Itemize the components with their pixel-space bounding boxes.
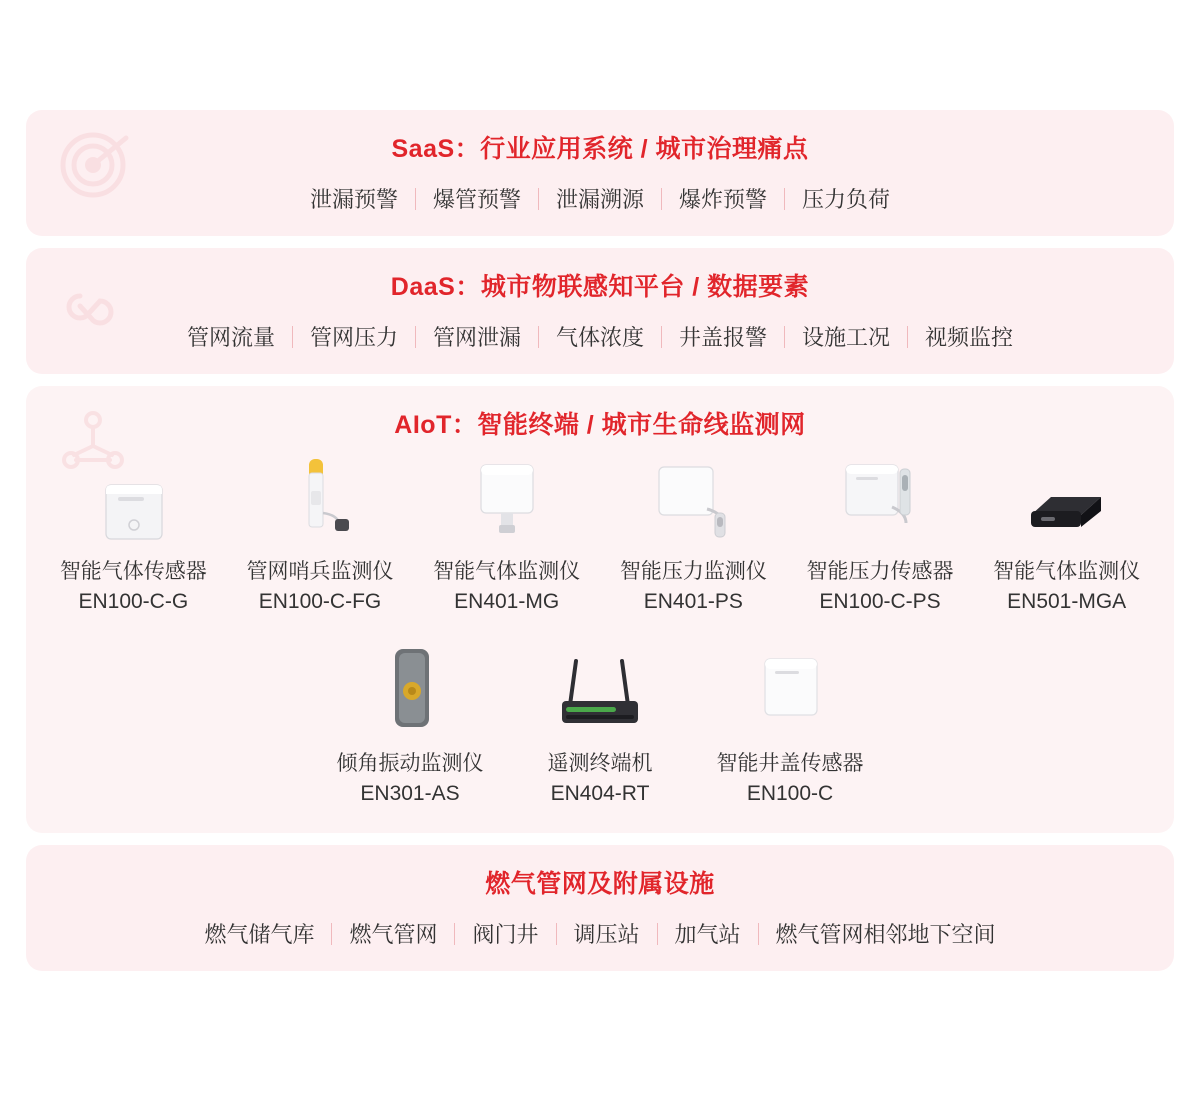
chip: 阀门井 bbox=[472, 922, 539, 947]
device-card[interactable] bbox=[315, 643, 505, 809]
layer-infrastructure-chips bbox=[26, 904, 1174, 971]
device-name: 智能气体监测仪 bbox=[433, 560, 581, 583]
tilt-vibration-icon bbox=[315, 643, 505, 739]
device-model: EN100-C-G bbox=[78, 590, 189, 613]
chip: 视频监控 bbox=[925, 325, 1014, 350]
manhole-sensor-icon bbox=[695, 643, 885, 739]
chip: 泄漏溯源 bbox=[555, 187, 644, 212]
device-card[interactable] bbox=[227, 451, 414, 617]
device-card[interactable] bbox=[695, 643, 885, 809]
chip: 设施工况 bbox=[802, 325, 891, 350]
sentinel-probe-icon bbox=[227, 451, 414, 547]
device-model: EN404-RT bbox=[550, 782, 650, 805]
device-model: EN501-MGA bbox=[1007, 590, 1127, 613]
device-name: 智能压力监测仪 bbox=[619, 560, 767, 583]
pressure-monitor-icon bbox=[600, 451, 787, 547]
layer-aiot-title-main: 智能终端 / 城市生命线监测网 bbox=[477, 411, 806, 439]
chip: 井盖报警 bbox=[679, 325, 768, 350]
aiot-device-area bbox=[26, 445, 1174, 833]
device-name: 管网哨兵监测仪 bbox=[246, 560, 394, 583]
layer-daas-chips bbox=[26, 307, 1174, 374]
chip: 气体浓度 bbox=[555, 325, 644, 350]
layer-aiot-title-prefix: AIoT： bbox=[394, 411, 478, 439]
device-name: 智能气体传感器 bbox=[59, 560, 207, 583]
device-name: 倾角振动监测仪 bbox=[336, 752, 484, 775]
layer-infrastructure bbox=[26, 845, 1174, 971]
device-name: 智能井盖传感器 bbox=[716, 752, 864, 775]
chip: 管网流量 bbox=[186, 325, 275, 350]
device-model: EN100-C-FG bbox=[258, 590, 382, 613]
layer-infrastructure-title bbox=[26, 845, 1174, 904]
layer-daas-title-prefix: DaaS： bbox=[390, 273, 481, 301]
device-model: EN401-PS bbox=[643, 590, 743, 613]
gas-monitor-icon bbox=[413, 451, 600, 547]
device-card[interactable] bbox=[973, 451, 1160, 617]
device-model: EN100-C bbox=[746, 782, 834, 805]
device-name: 智能气体监测仪 bbox=[993, 560, 1141, 583]
device-card[interactable] bbox=[413, 451, 600, 617]
device-row bbox=[40, 643, 1160, 809]
chip: 燃气储气库 bbox=[204, 922, 315, 947]
chip: 爆炸预警 bbox=[679, 187, 768, 212]
chip: 调压站 bbox=[573, 922, 640, 947]
chip: 燃气管网相邻地下空间 bbox=[775, 922, 996, 947]
device-card[interactable] bbox=[40, 451, 227, 617]
layer-saas-chips bbox=[26, 169, 1174, 236]
chip: 加气站 bbox=[674, 922, 741, 947]
device-model: EN301-AS bbox=[360, 782, 460, 805]
chip: 爆管预警 bbox=[432, 187, 521, 212]
black-gas-monitor-icon bbox=[973, 451, 1160, 547]
device-card[interactable] bbox=[505, 643, 695, 809]
layer-daas bbox=[26, 248, 1174, 374]
device-name: 智能压力传感器 bbox=[806, 560, 954, 583]
chip: 管网泄漏 bbox=[432, 325, 521, 350]
device-name: 遥测终端机 bbox=[547, 752, 653, 775]
layer-daas-title bbox=[26, 248, 1174, 307]
device-model: EN100-C-PS bbox=[819, 590, 941, 613]
layer-saas-title-main: 行业应用系统 / 城市治理痛点 bbox=[480, 135, 809, 163]
chip: 管网压力 bbox=[309, 325, 398, 350]
layer-saas-title bbox=[26, 110, 1174, 169]
white-box-sensor-icon bbox=[40, 451, 227, 547]
layer-infrastructure-title-main: 燃气管网及附属设施 bbox=[485, 870, 715, 898]
chip: 燃气管网 bbox=[349, 922, 438, 947]
device-card[interactable] bbox=[787, 451, 974, 617]
layer-saas bbox=[26, 110, 1174, 236]
chip: 压力负荷 bbox=[802, 187, 891, 212]
device-card[interactable] bbox=[600, 451, 787, 617]
layer-saas-title-prefix: SaaS： bbox=[391, 135, 481, 163]
chip: 泄漏预警 bbox=[309, 187, 398, 212]
layer-daas-title-main: 城市物联感知平台 / 数据要素 bbox=[480, 273, 810, 301]
pressure-sensor-icon bbox=[787, 451, 974, 547]
device-model: EN401-MG bbox=[454, 590, 560, 613]
layer-aiot-title bbox=[26, 386, 1174, 445]
layer-aiot bbox=[26, 386, 1174, 833]
rtu-router-icon bbox=[505, 643, 695, 739]
device-row bbox=[40, 451, 1160, 617]
